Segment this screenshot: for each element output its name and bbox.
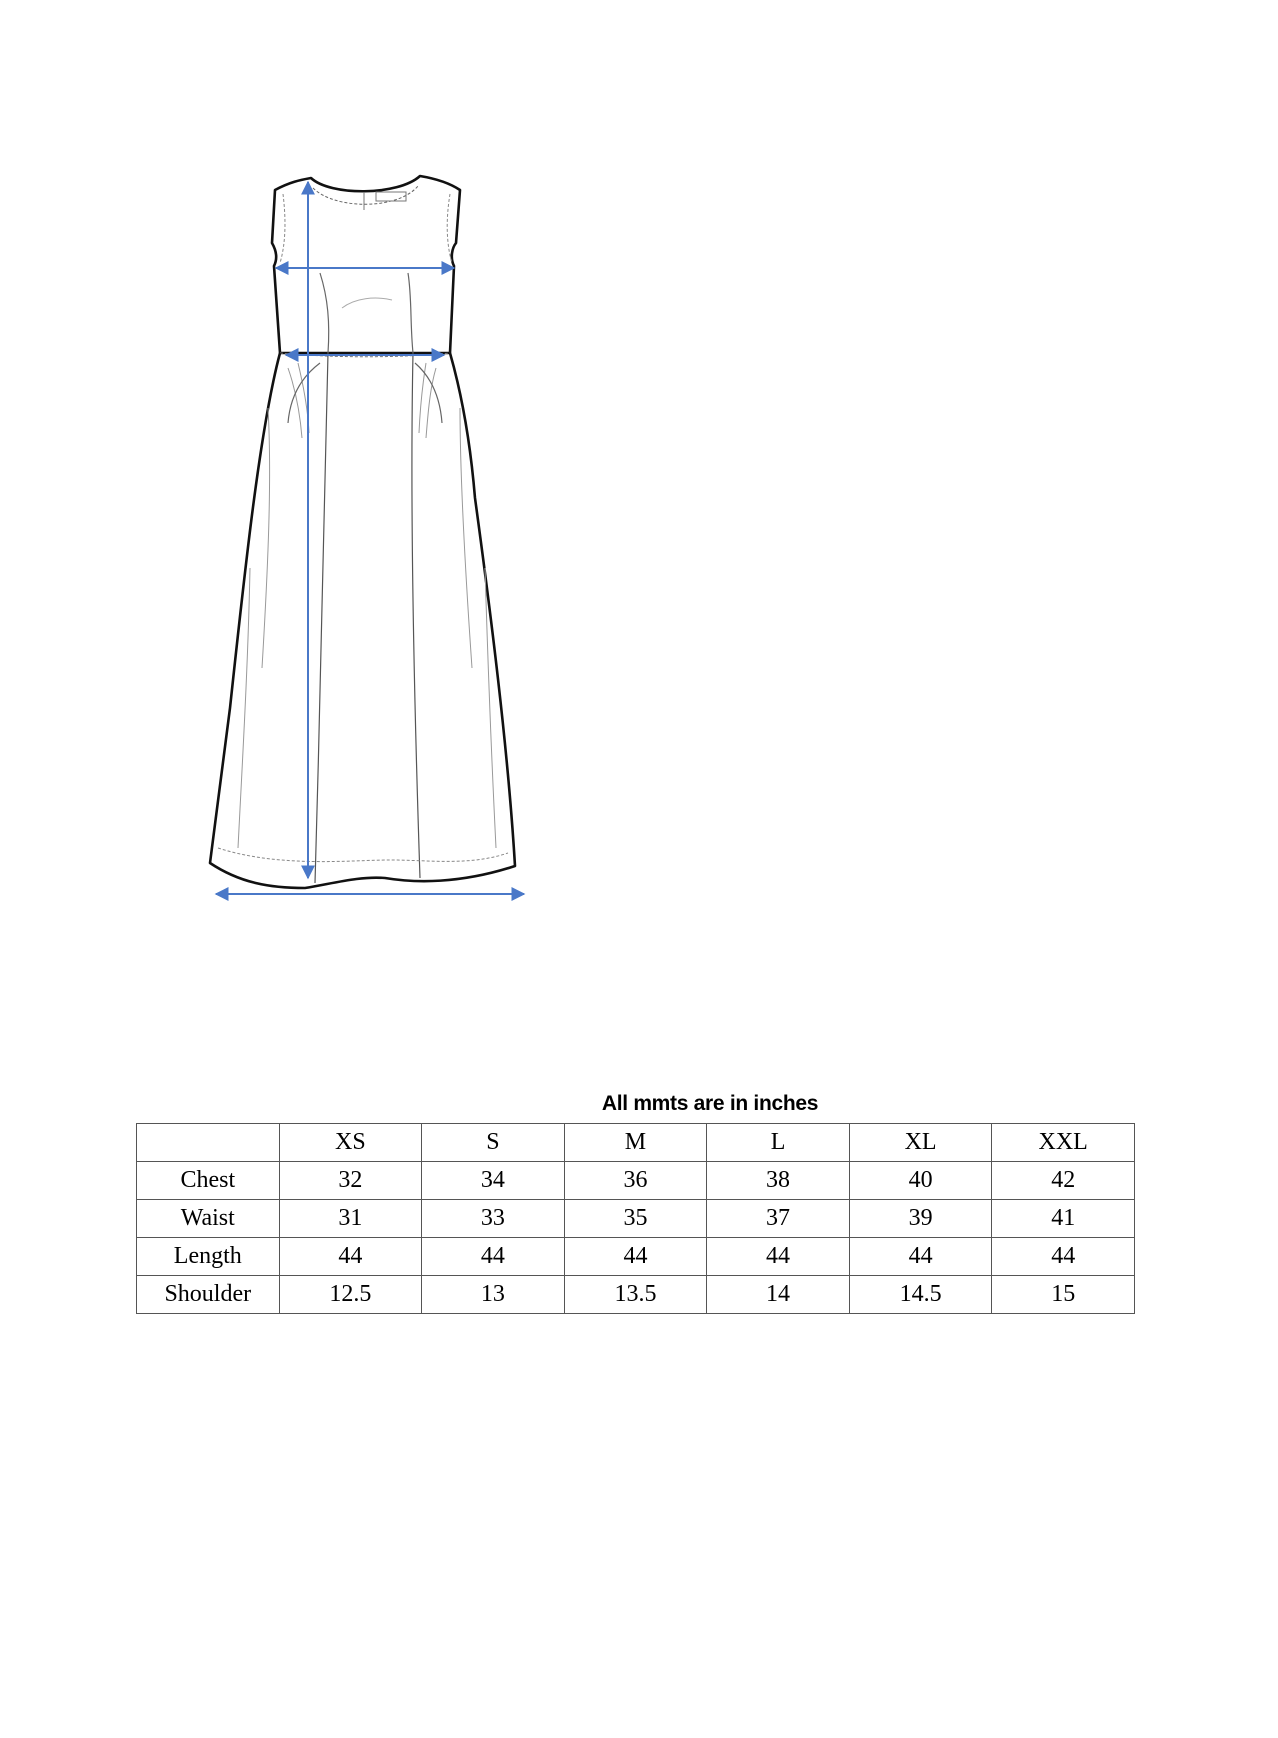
table-cell: 44 xyxy=(564,1238,707,1276)
table-header-row xyxy=(137,1124,1135,1162)
table-cell: 41 xyxy=(992,1200,1135,1238)
header-size-xl: XL xyxy=(849,1124,992,1162)
dress-bodice xyxy=(272,176,460,353)
table-cell: 42 xyxy=(992,1162,1135,1200)
header-size-m: M xyxy=(564,1124,707,1162)
table-cell: 32 xyxy=(279,1162,422,1200)
row-label-chest: Chest xyxy=(137,1162,280,1200)
header-size-l: L xyxy=(707,1124,850,1162)
table-cell: 39 xyxy=(849,1200,992,1238)
header-size-xxl: XXL xyxy=(992,1124,1135,1162)
row-label-length: Length xyxy=(137,1238,280,1276)
table-cell: 44 xyxy=(422,1238,565,1276)
table-row xyxy=(137,1162,1135,1200)
table-cell: 44 xyxy=(707,1238,850,1276)
header-corner-cell xyxy=(137,1124,280,1162)
table-cell: 37 xyxy=(707,1200,850,1238)
table-cell: 14 xyxy=(707,1276,850,1314)
header-size-xs: XS xyxy=(279,1124,422,1162)
row-label-shoulder: Shoulder xyxy=(137,1276,280,1314)
table-cell: 38 xyxy=(707,1162,850,1200)
table-cell: 13.5 xyxy=(564,1276,707,1314)
table-cell: 40 xyxy=(849,1162,992,1200)
table-caption: All mmts are in inches xyxy=(601,1092,819,1115)
table-cell: 13 xyxy=(422,1276,565,1314)
table-cell: 15 xyxy=(992,1276,1135,1314)
table-cell: 44 xyxy=(992,1238,1135,1276)
row-label-waist: Waist xyxy=(137,1200,280,1238)
table-cell: 33 xyxy=(422,1200,565,1238)
table-row xyxy=(137,1276,1135,1314)
table-cell: 12.5 xyxy=(279,1276,422,1314)
table-cell: 36 xyxy=(564,1162,707,1200)
dress-flat-sketch xyxy=(130,148,610,1018)
table-row xyxy=(137,1238,1135,1276)
table-cell: 14.5 xyxy=(849,1276,992,1314)
table-cell: 44 xyxy=(279,1238,422,1276)
table-row xyxy=(137,1200,1135,1238)
table-cell: 34 xyxy=(422,1162,565,1200)
table-cell: 35 xyxy=(564,1200,707,1238)
table-cell: 31 xyxy=(279,1200,422,1238)
size-chart-table xyxy=(136,1123,1135,1314)
header-size-s: S xyxy=(422,1124,565,1162)
table-cell: 44 xyxy=(849,1238,992,1276)
